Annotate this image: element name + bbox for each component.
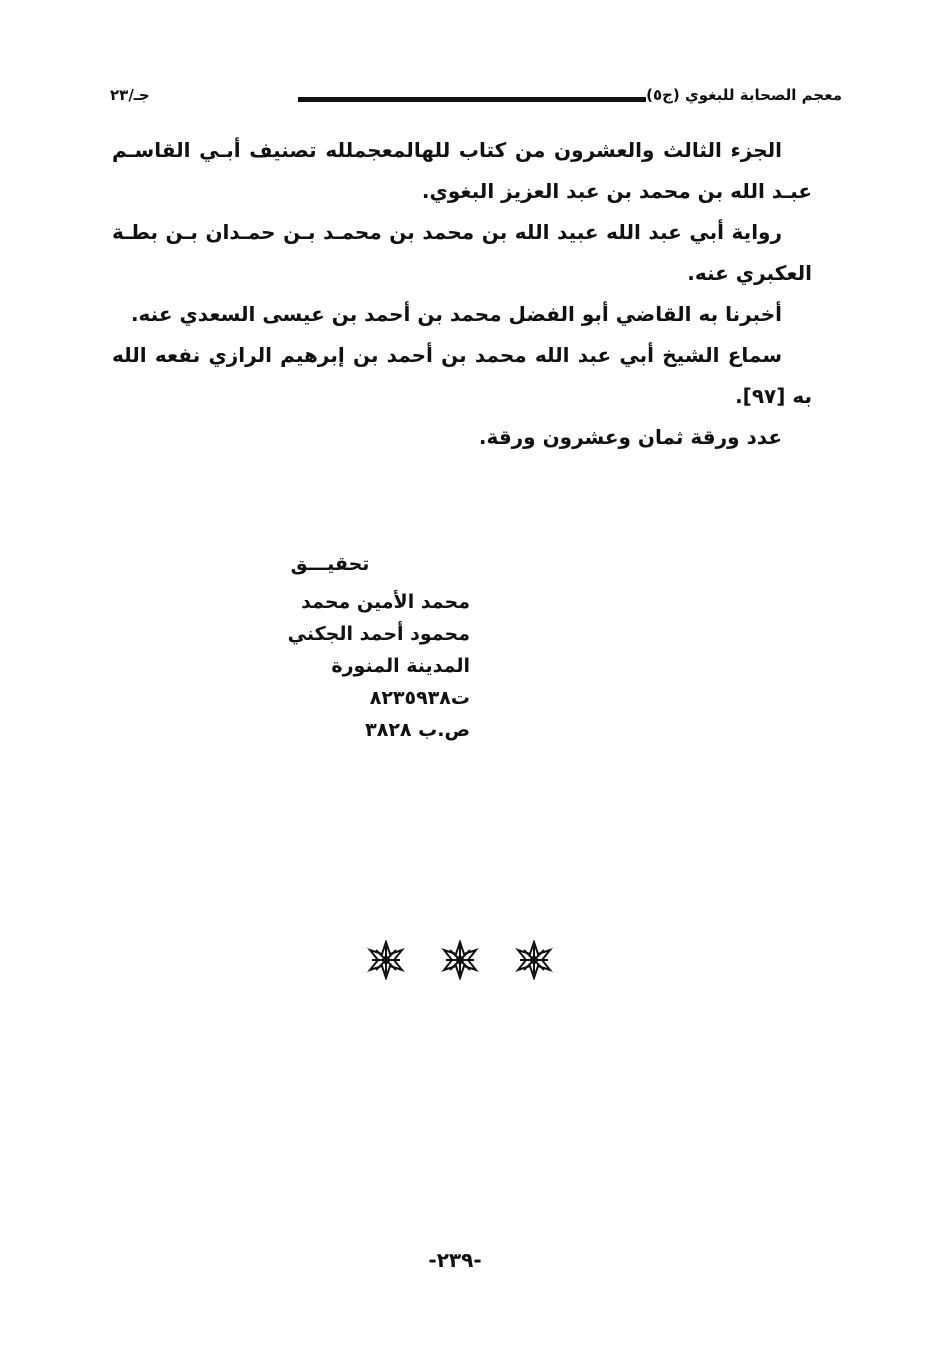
- eight-point-star-icon: [366, 940, 406, 980]
- editor-pobox: ص.ب ٣٨٢٨: [365, 719, 470, 741]
- title-page-text: [112, 130, 812, 458]
- paragraph-leaf-count: عدد ورقة ثمان وعشرون ورقة.: [478, 425, 782, 449]
- paragraph-title: الجزء الثالث والعشرون من كتاب للهالمعجملله تصنيف أبـي القاسـم عبـد الله بن محمد بن عبد العزيز البغوي.: [112, 138, 812, 203]
- ornament-divider: [366, 940, 556, 980]
- running-header: [110, 86, 842, 116]
- eight-point-star-icon: [440, 940, 480, 980]
- header-part-number: جـ/٢٣: [110, 86, 150, 104]
- paragraph-akhbarana: أخبرنا به القاضي أبو الفضل محمد بن أحمد بن عيسى السعدي عنه.: [130, 302, 782, 326]
- editor-city: المدينة المنورة: [331, 655, 470, 677]
- page-number: -٢٣٩-: [428, 1248, 482, 1272]
- editor-block: [240, 548, 470, 746]
- editor-name: محمد الأمين محمد محمود أحمد الجكني: [287, 591, 470, 645]
- editor-phone: ت٨٢٣٥٩٣٨: [369, 687, 470, 709]
- paragraph-samaa: سماع الشيخ أبي عبد الله محمد بن أحمد بن إبرهيم الرازي نفعه الله به [٩٧].: [112, 343, 812, 408]
- header-title: معجم الصحابة للبغوي (ج٥): [646, 86, 842, 104]
- header-rule: [298, 97, 646, 102]
- paragraph-riwaya: رواية أبي عبد الله عبيد الله بن محمد بن محمـد بـن حمـدان بـن بطـة العكبري عنه.: [112, 220, 812, 285]
- eight-point-star-icon: [514, 940, 554, 980]
- editor-heading: تحقيـــق: [290, 553, 370, 575]
